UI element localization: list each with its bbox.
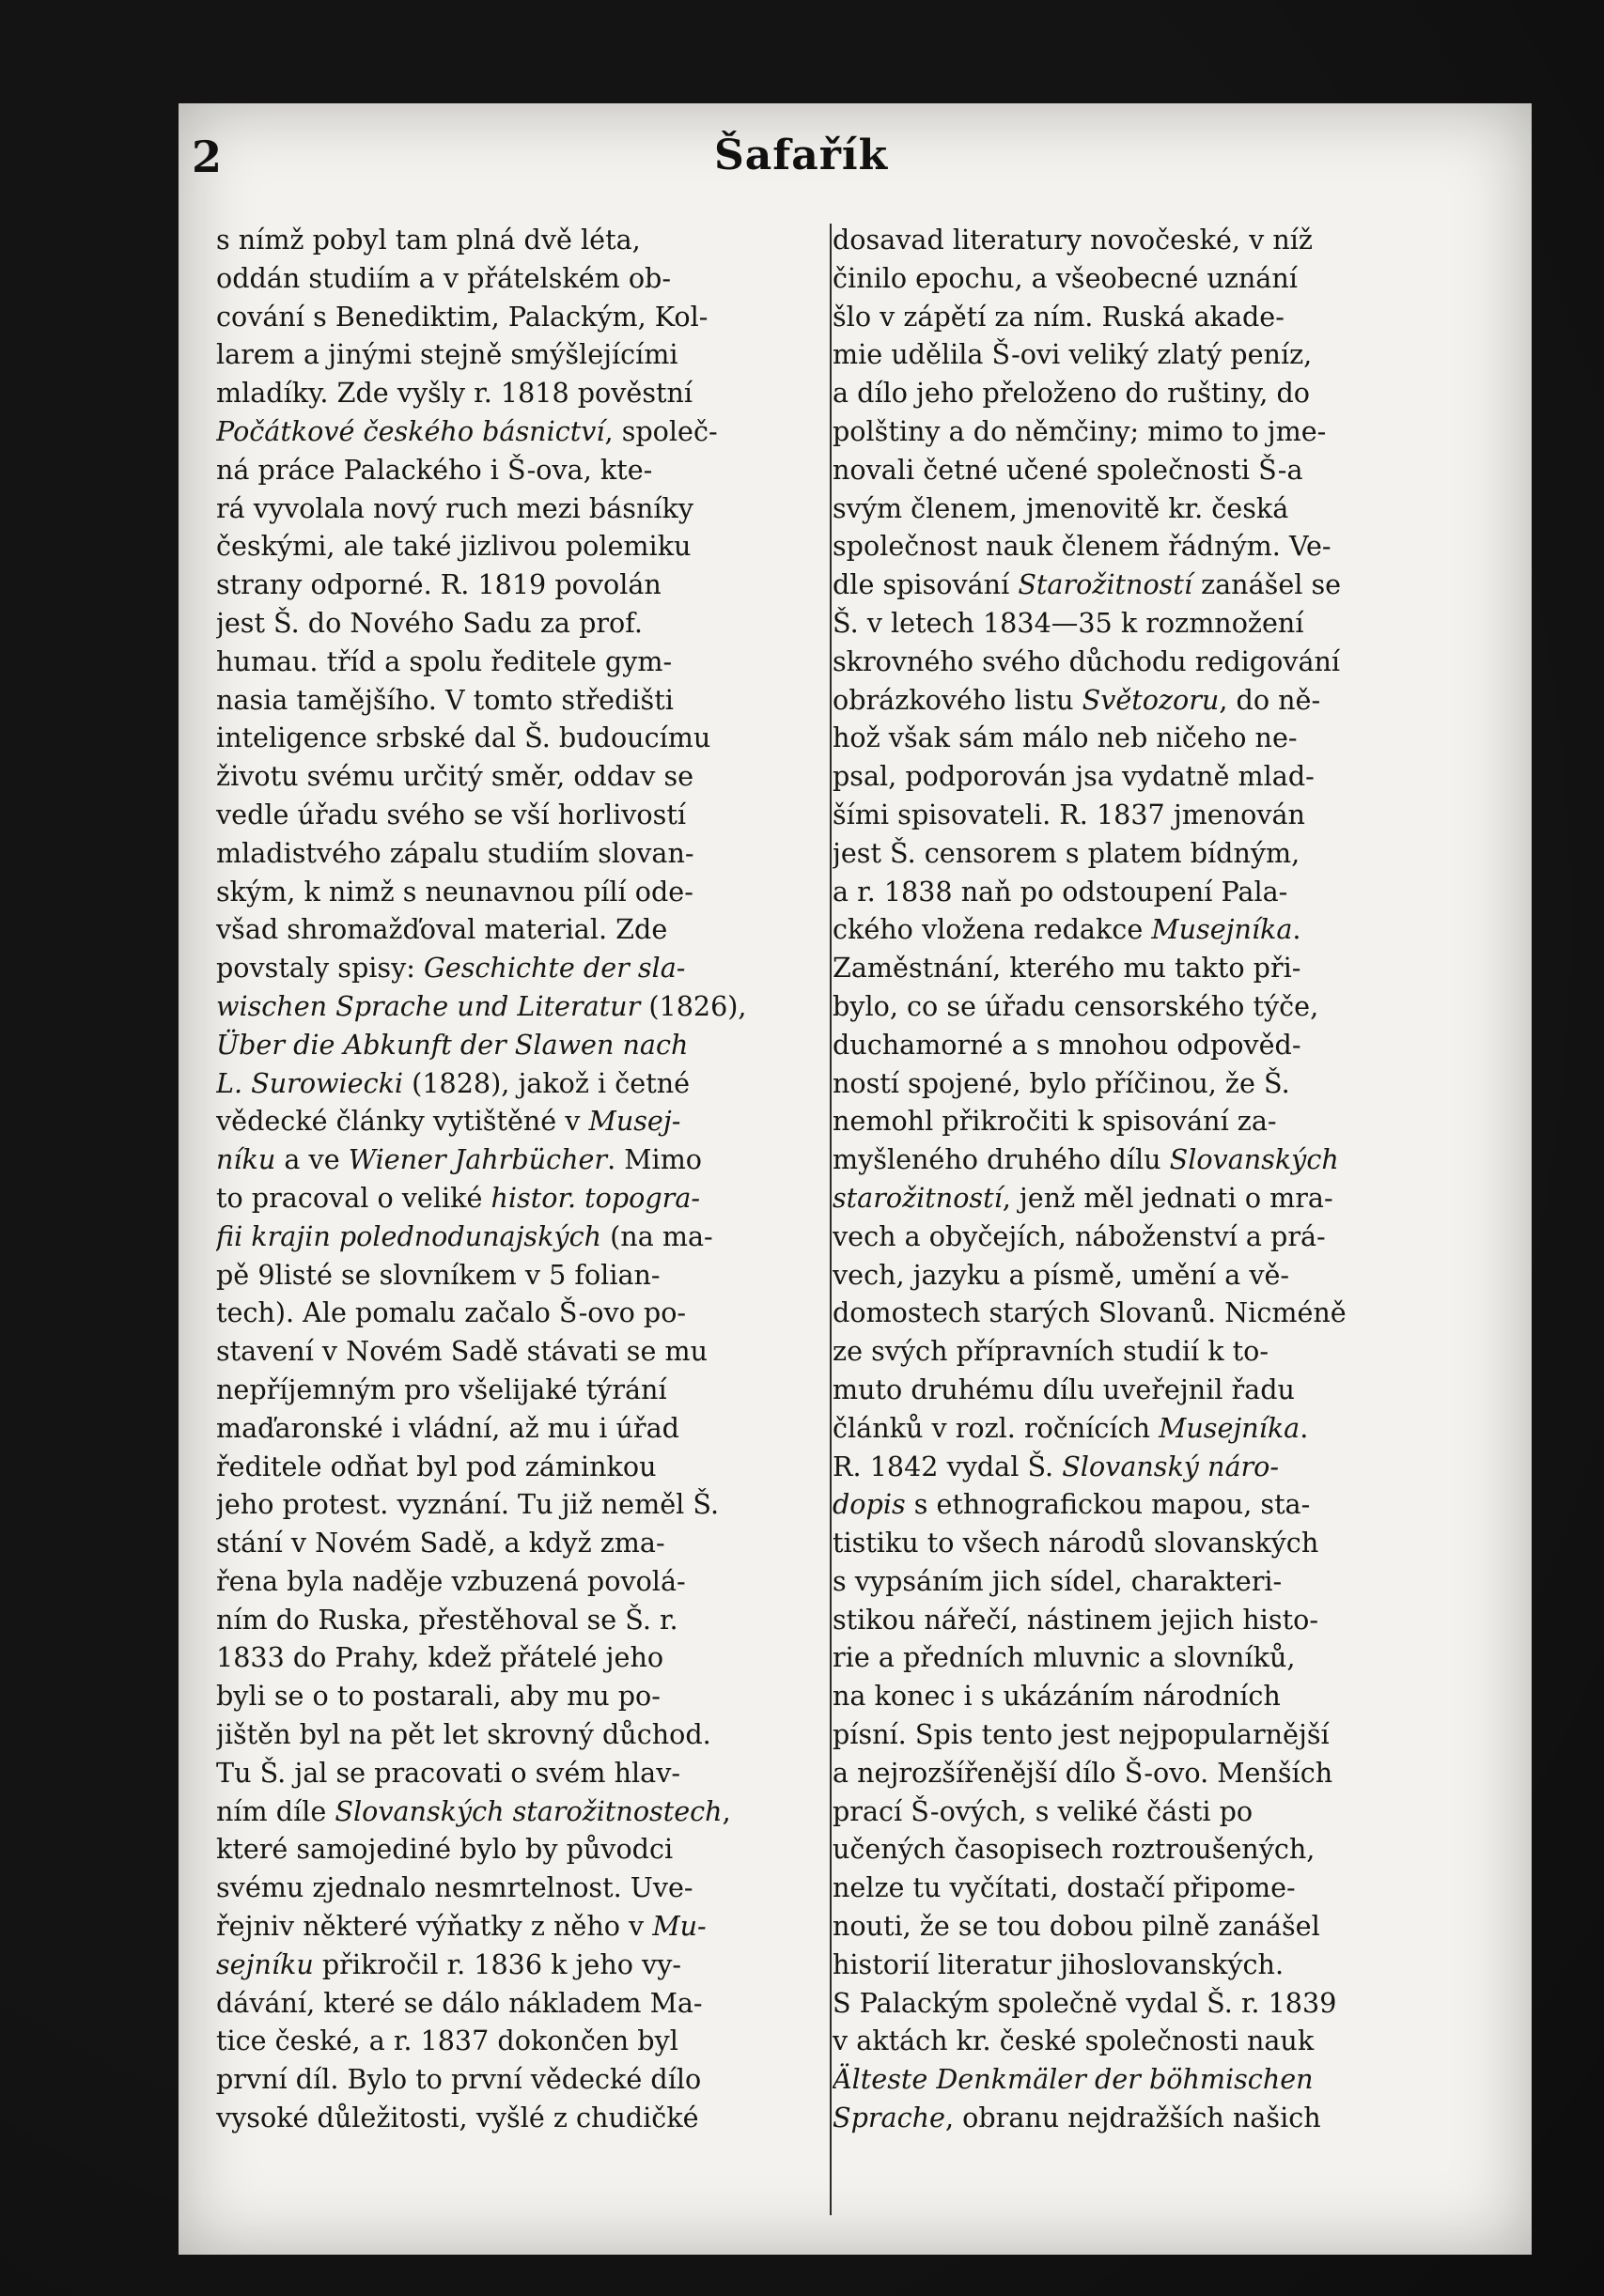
- text-line: [833, 1448, 1453, 1486]
- body-text: první díl. Bylo to první vědecké dílo: [216, 2063, 702, 2096]
- text-line: [833, 489, 1453, 528]
- body-text: s ethnografickou mapou, sta-: [905, 1488, 1311, 1521]
- text-line: [833, 1562, 1453, 1601]
- text-line: [833, 1332, 1453, 1371]
- body-text: muto druhému dílu uveřejnil řadu: [833, 1373, 1295, 1405]
- text-line: [216, 949, 829, 987]
- text-line: [833, 1026, 1453, 1064]
- body-text: mladistvého zápalu studiím slovan-: [216, 836, 694, 869]
- body-text: nemohl přikročiti k spisování za-: [833, 1105, 1277, 1138]
- body-text: všad shromažďoval material. Zde: [216, 913, 668, 946]
- text-line: [216, 1140, 829, 1179]
- body-text: stavení v Novém Sadě stávati se mu: [216, 1335, 708, 1368]
- body-text: R. 1842 vydal Š.: [833, 1450, 1063, 1482]
- text-line: [216, 604, 829, 643]
- text-line: [833, 1064, 1453, 1103]
- body-text: ským, k nimž s neunavnou pílí ode-: [216, 875, 693, 908]
- body-text: dávání, které se dálo nákladem Ma-: [216, 1986, 703, 2019]
- text-column-left: [216, 221, 829, 2137]
- text-line: [833, 1754, 1453, 1792]
- body-text: psal, podporován jsa vydatně mlad-: [833, 760, 1315, 793]
- body-text: (1828), jakož i četné: [403, 1066, 691, 1099]
- body-text: vech, jazyku a písmě, umění a vě-: [833, 1258, 1290, 1291]
- text-line: [833, 1294, 1453, 1332]
- body-text: stání v Novém Sadě, a když zma-: [216, 1527, 665, 1559]
- italic-title-text: Musejníka: [1151, 913, 1293, 946]
- italic-title-text: Über die Abkunft der Slawen nach: [216, 1028, 689, 1061]
- italic-title-text: Slovanských starožitnostech: [335, 1794, 723, 1827]
- body-text: ze svých přípravních studií k to-: [833, 1335, 1269, 1368]
- body-text: (1826),: [640, 989, 747, 1022]
- text-line: [216, 1179, 829, 1218]
- body-text: cování s Benediktim, Palackým, Kol-: [216, 300, 709, 333]
- text-line: [833, 1601, 1453, 1639]
- italic-title-text: Slovanský náro-: [1062, 1450, 1280, 1482]
- italic-title-text: wischen Sprache und Literatur: [216, 989, 641, 1022]
- body-text: přikročil r. 1836 k jeho vy-: [313, 1947, 682, 1980]
- body-text: myšleného druhého dílu: [833, 1143, 1170, 1176]
- text-line: [216, 1869, 829, 1907]
- italic-title-text: Počátkové českého básnictví: [216, 414, 605, 447]
- text-line: [833, 2022, 1453, 2060]
- text-line: [833, 681, 1453, 720]
- italic-title-text: histor. topogra-: [491, 1181, 701, 1214]
- text-line: [216, 1677, 829, 1715]
- text-line: [833, 1869, 1453, 1907]
- text-line: [833, 1677, 1453, 1715]
- body-text: polštiny a do němčiny; mimo to jme-: [833, 414, 1327, 447]
- body-text: maďaronské i vládní, až mu i úřad: [216, 1411, 679, 1444]
- text-line: [216, 335, 829, 374]
- text-line: [833, 1907, 1453, 1946]
- text-line: [833, 643, 1453, 681]
- text-line: [216, 1448, 829, 1486]
- text-line: [216, 1371, 829, 1409]
- body-text: nasia tamějšího. V tomto středišti: [216, 683, 674, 716]
- body-text: vědecké články vytištěné v: [216, 1105, 589, 1138]
- text-line: [833, 2060, 1453, 2099]
- body-text: učených časopisech roztroušených,: [833, 1833, 1316, 1866]
- body-text: rie a předních mluvnic a slovníků,: [833, 1641, 1296, 1674]
- text-line: [216, 1754, 829, 1792]
- text-line: [216, 2060, 829, 2099]
- text-line: [216, 910, 829, 949]
- body-text: strany odporné. R. 1819 povolán: [216, 568, 662, 601]
- body-text: rá vyvolala nový ruch mezi básníky: [216, 491, 693, 524]
- text-line: [833, 335, 1453, 374]
- text-line: [216, 489, 829, 528]
- body-text: a dílo jeho přeloženo do ruštiny, do: [833, 377, 1310, 410]
- text-line: [833, 1102, 1453, 1140]
- text-line: [216, 1102, 829, 1140]
- body-text: vedle úřadu svého se vší horlivostí: [216, 798, 686, 830]
- text-line: [216, 873, 829, 911]
- italic-title-text: Světozoru: [1082, 683, 1220, 716]
- body-text: , jenž měl jednati o mra-: [1002, 1181, 1333, 1214]
- body-text: , obranu nejdražších našich: [944, 2102, 1321, 2134]
- body-text: na konec i s ukázáním národních: [833, 1680, 1281, 1713]
- text-line: [216, 719, 829, 757]
- body-text: činilo epochu, a všeobecné uznání: [833, 261, 1298, 294]
- text-line: [216, 1064, 829, 1103]
- text-line: [216, 1026, 829, 1064]
- text-line: [833, 1715, 1453, 1754]
- body-text: vysoké důležitosti, vyšlé z chudičké: [216, 2102, 699, 2134]
- text-line: [833, 1409, 1453, 1448]
- body-text: tech). Ale pomalu začalo Š-ovo po-: [216, 1296, 687, 1329]
- body-text: mie udělila Š-ovi veliký zlatý peníz,: [833, 338, 1313, 371]
- text-line: [216, 2022, 829, 2060]
- text-line: [833, 1830, 1453, 1869]
- text-line: [216, 1946, 829, 1984]
- text-line: [216, 1907, 829, 1946]
- text-line: [833, 1984, 1453, 2023]
- text-line: [216, 681, 829, 720]
- body-text: řejniv některé výňatky z něho v: [216, 1910, 653, 1943]
- body-text: šlo v zápětí za ním. Ruská akade-: [833, 300, 1285, 333]
- body-text: mladíky. Zde vyšly r. 1818 pověstní: [216, 377, 693, 410]
- body-text: řena byla naděje vzbuzená povolá-: [216, 1564, 686, 1597]
- text-line: [833, 1485, 1453, 1524]
- italic-title-text: Mu-: [652, 1910, 707, 1943]
- body-text: svému zjednalo nesmrtelnost. Uve-: [216, 1871, 693, 1904]
- body-text: .: [1292, 913, 1301, 946]
- body-text: šími spisovateli. R. 1837 jmenován: [833, 798, 1305, 830]
- text-line: [216, 1638, 829, 1677]
- body-text: písní. Spis tento jest nejpopularnější: [833, 1718, 1330, 1751]
- text-line: [833, 566, 1453, 604]
- text-line: [216, 1524, 829, 1562]
- body-text: životu svému určitý směr, oddav se: [216, 760, 694, 793]
- body-text: ředitele odňat byl pod záminkou: [216, 1450, 657, 1482]
- text-line: [216, 1294, 829, 1332]
- text-line: [833, 719, 1453, 757]
- body-text: s nímž pobyl tam plná dvě léta,: [216, 224, 641, 256]
- body-text: ,: [722, 1794, 731, 1827]
- body-text: a ve: [275, 1143, 349, 1176]
- body-text: S Palackým společně vydal Š. r. 1839: [833, 1986, 1337, 2019]
- page: [179, 103, 1532, 2255]
- text-line: [833, 374, 1453, 412]
- body-text: ním do Ruska, přestěhoval se Š. r.: [216, 1603, 678, 1636]
- text-line: [216, 1562, 829, 1601]
- italic-title-text: Sprache: [833, 2102, 945, 2134]
- body-text: domostech starých Slovanů. Nicméně: [833, 1296, 1347, 1329]
- body-text: pě 9listé se slovníkem v 5 folian-: [216, 1258, 661, 1291]
- body-text: stikou nářečí, nástinem jejich histo-: [833, 1603, 1318, 1636]
- body-text: které samojediné bylo by původci: [216, 1833, 674, 1866]
- body-text: vech a obyčejích, náboženství a prá-: [833, 1219, 1326, 1252]
- text-line: [216, 796, 829, 834]
- text-line: [833, 1218, 1453, 1256]
- text-line: [216, 566, 829, 604]
- text-line: [833, 259, 1453, 298]
- body-text: , do ně-: [1219, 683, 1321, 716]
- body-text: dle spisování: [833, 568, 1019, 601]
- italic-title-text: níku: [216, 1143, 276, 1176]
- body-text: a nejrozšířenější dílo Š-ovo. Menších: [833, 1756, 1333, 1789]
- italic-title-text: dopis: [833, 1488, 906, 1521]
- body-text: zanášel se: [1191, 568, 1342, 601]
- text-line: [216, 757, 829, 796]
- body-text: obrázkového listu: [833, 683, 1082, 716]
- body-text: humau. tříd a spolu ředitele gym-: [216, 644, 673, 677]
- italic-title-text: fii krajin polednodunajských: [216, 1219, 602, 1252]
- text-line: [216, 1485, 829, 1524]
- body-text: historií literatur jihoslovanských.: [833, 1947, 1285, 1980]
- text-line: [216, 221, 829, 259]
- body-text: jest Š. censorem s platem bídným,: [833, 836, 1300, 869]
- text-line: [833, 451, 1453, 489]
- text-line: [216, 527, 829, 566]
- text-line: [833, 1792, 1453, 1831]
- italic-title-text: L. Surowiecki: [216, 1066, 404, 1099]
- body-text: nouti, že se tou dobou pilně zanášel: [833, 1910, 1320, 1943]
- italic-title-text: sejníku: [216, 1947, 314, 1980]
- text-line: [216, 1984, 829, 2023]
- italic-title-text: Älteste Denkmäler der böhmischen: [833, 2063, 1314, 2096]
- text-line: [833, 1524, 1453, 1562]
- text-line: [833, 1946, 1453, 1984]
- text-line: [833, 221, 1453, 259]
- text-line: [216, 643, 829, 681]
- text-line: [833, 910, 1453, 949]
- text-line: [833, 1371, 1453, 1409]
- text-line: [216, 298, 829, 336]
- body-text: článků v rozl. ročnících: [833, 1411, 1160, 1444]
- body-text: .: [1300, 1411, 1309, 1444]
- text-line: [216, 2099, 829, 2137]
- body-text: skrovného svého důchodu redigování: [833, 644, 1341, 677]
- body-text: Tu Š. jal se pracovati o svém hlav-: [216, 1756, 681, 1789]
- italic-title-text: Musejníka: [1159, 1411, 1300, 1444]
- page-header: [179, 103, 1532, 216]
- text-line: [216, 834, 829, 873]
- text-line: [833, 757, 1453, 796]
- body-text: (na ma-: [601, 1219, 713, 1252]
- running-head: Šafařík: [714, 132, 889, 179]
- body-text: ckého vložena redakce: [833, 913, 1152, 946]
- text-line: [216, 1332, 829, 1371]
- text-line: [216, 987, 829, 1026]
- body-text: jest Š. do Nového Sadu za prof.: [216, 606, 643, 639]
- italic-title-text: Geschichte der sla-: [423, 952, 686, 985]
- body-text: bylo, co se úřadu censorského týče,: [833, 989, 1319, 1022]
- text-line: [216, 259, 829, 298]
- body-text: svým členem, jmenovitě kr. česká: [833, 491, 1289, 524]
- text-line: [216, 1256, 829, 1295]
- text-line: [216, 1218, 829, 1256]
- body-text: hož však sám málo neb ničeho ne-: [833, 721, 1298, 754]
- body-text: duchamorné a s mnohou odpověd-: [833, 1028, 1301, 1061]
- body-text: s vypsáním jich sídel, charakteri-: [833, 1564, 1283, 1597]
- body-text: larem a jinými stejně smýšlejícími: [216, 338, 678, 371]
- text-line: [833, 987, 1453, 1026]
- text-line: [216, 374, 829, 412]
- text-line: [833, 527, 1453, 566]
- text-line: [216, 1601, 829, 1639]
- body-text: nelze tu vyčítati, dostačí připome-: [833, 1871, 1296, 1904]
- body-text: ností spojené, bylo příčinou, že Š.: [833, 1066, 1290, 1099]
- text-column-right: [833, 221, 1453, 2137]
- italic-title-text: starožitností: [833, 1181, 1003, 1214]
- body-text: dosavad literatury novočeské, v níž: [833, 224, 1313, 256]
- italic-title-text: Starožitností: [1018, 568, 1192, 601]
- body-text: , společ-: [604, 414, 718, 447]
- text-line: [216, 1715, 829, 1754]
- text-line: [833, 298, 1453, 336]
- column-divider: [830, 224, 832, 2215]
- text-line: [833, 1638, 1453, 1677]
- body-text: tistiku to všech národů slovanských: [833, 1527, 1319, 1559]
- body-text: novali četné učené společnosti Š-a: [833, 453, 1303, 486]
- body-text: Zaměstnání, kterého mu takto při-: [833, 952, 1301, 985]
- body-text: jeho protest. vyznání. Tu již neměl Š.: [216, 1488, 720, 1521]
- text-line: [216, 1830, 829, 1869]
- text-line: [833, 949, 1453, 987]
- text-line: [216, 412, 829, 451]
- body-text: ním díle: [216, 1794, 335, 1827]
- text-line: [833, 604, 1453, 643]
- text-line: [833, 834, 1453, 873]
- body-text: nepříjemným pro všelijaké týrání: [216, 1373, 667, 1405]
- text-line: [833, 1256, 1453, 1295]
- body-text: jištěn byl na pět let skrovný důchod.: [216, 1718, 711, 1751]
- text-line: [833, 2099, 1453, 2137]
- body-text: společnost nauk členem řádným. Ve-: [833, 530, 1331, 563]
- text-line: [833, 412, 1453, 451]
- body-text: a r. 1838 naň po odstoupení Pala-: [833, 875, 1288, 908]
- body-text: Š. v letech 1834—35 k rozmnožení: [833, 606, 1304, 639]
- body-text: povstaly spisy:: [216, 952, 424, 985]
- italic-title-text: Slovanských: [1169, 1143, 1339, 1176]
- body-text: 1833 do Prahy, kdež přátelé jeho: [216, 1641, 664, 1674]
- body-text: . Mimo: [607, 1143, 703, 1176]
- italic-title-text: Musej-: [588, 1105, 681, 1138]
- body-text: v aktách kr. české společnosti nauk: [833, 2025, 1315, 2057]
- text-line: [216, 1792, 829, 1831]
- page-number: 2: [192, 132, 223, 182]
- body-text: byli se o to postarali, aby mu po-: [216, 1680, 661, 1713]
- body-text: prací Š-ových, s veliké části po: [833, 1794, 1254, 1827]
- body-text: tice české, a r. 1837 dokončen byl: [216, 2025, 678, 2057]
- text-line: [216, 451, 829, 489]
- text-line: [833, 796, 1453, 834]
- italic-title-text: Wiener Jahrbücher: [348, 1143, 608, 1176]
- body-text: českými, ale také jizlivou polemiku: [216, 530, 692, 563]
- text-line: [216, 1409, 829, 1448]
- text-line: [833, 1179, 1453, 1218]
- text-line: [833, 1140, 1453, 1179]
- text-line: [833, 873, 1453, 911]
- body-text: ná práce Palackého i Š-ova, kte-: [216, 453, 653, 486]
- body-text: inteligence srbské dal Š. budoucímu: [216, 721, 711, 754]
- body-text: oddán studiím a v přátelském ob-: [216, 261, 672, 294]
- body-text: to pracoval o veliké: [216, 1181, 491, 1214]
